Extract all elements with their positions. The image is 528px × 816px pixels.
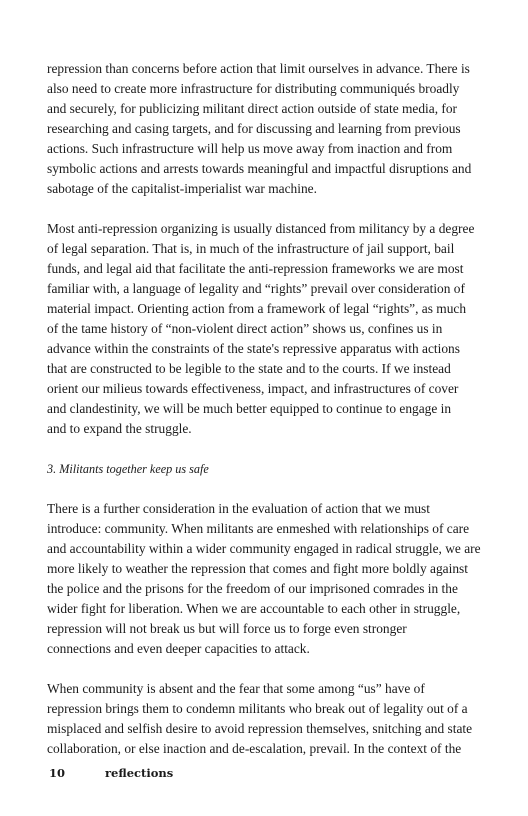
page-body [47,59,501,779]
text-line: collaboration, or else inaction and de-escalation, prevail. In the context of the [47,741,462,756]
text-line: misplaced and selfish desire to avoid repression themselves, snitching and state [47,721,473,736]
page-footer [49,766,173,780]
text-line: When community is absent and the fear that some among “us” have of [47,681,425,696]
text-line: of legal separation. That is, in much of the infrastructure of jail support, bail [47,241,455,256]
text-line: connections and even deeper capacities to attack. [47,641,310,656]
paragraph-2 [47,219,501,439]
text-line: Most anti-repression organizing is usually distanced from militancy by a degree [47,221,475,236]
text-line: and accountability within a wider community engaged in radical struggle, we are [47,541,481,556]
text-line: that are constructed to be legible to the state and to the courts. If we instead [47,361,451,376]
text-line: researching and casing targets, and for discussing and learning from previous [47,121,461,136]
paragraph-4 [47,679,501,759]
text-line: and securely, for publicizing militant direct action outside of state media, for [47,101,458,116]
text-line: repression than concerns before action that limit ourselves in advance. There is [47,61,470,76]
paragraph-1 [47,59,501,199]
text-line: introduce: community. When militants are enmeshed with relationships of care [47,521,470,536]
text-line: orient our milieus towards effectiveness, impact, and infrastructures of cover [47,381,459,396]
text-line: and to expand the struggle. [47,421,192,436]
section-heading: 3. Militants together keep us safe [47,462,209,476]
text-line: There is a further consideration in the evaluation of action that we must [47,501,430,516]
text-line: familiar with, a language of legality and “rights” prevail over consideration of [47,281,465,296]
text-line: symbolic actions and arrests towards meaningful and impactful disruptions and [47,161,472,176]
running-title: reflections [105,766,174,780]
text-line: sabotage of the capitalist-imperialist war machine. [47,181,317,196]
text-line: more likely to weather the repression that comes and fight more boldly against [47,561,468,576]
text-line: repression will not break us but will force us to forge even stronger [47,621,407,636]
text-line: actions. Such infrastructure will help us move away from inaction and from [47,141,453,156]
page-number: 10 [49,766,66,780]
text-line: of the tame history of “non-violent direct action” shows us, confines us in [47,321,443,336]
text-line: and clandestinity, we will be much better equipped to continue to engage in [47,401,452,416]
text-line: funds, and legal aid that facilitate the anti-repression frameworks we are most [47,261,464,276]
text-line: repression brings them to condemn militants who break out of legality out of a [47,701,468,716]
text-line: also need to create more infrastructure for distributing communiqués broadly [47,81,460,96]
text-line: advance within the constraints of the state's repressive apparatus with actions [47,341,460,356]
paragraph-3 [47,499,501,659]
text-line: wider fight for liberation. When we are accountable to each other in struggle, [47,601,461,616]
text-line: the police and the prisons for the freedom of our imprisoned comrades in the [47,581,458,596]
text-line: material impact. Orienting action from a framework of legal “rights”, as much [47,301,467,316]
